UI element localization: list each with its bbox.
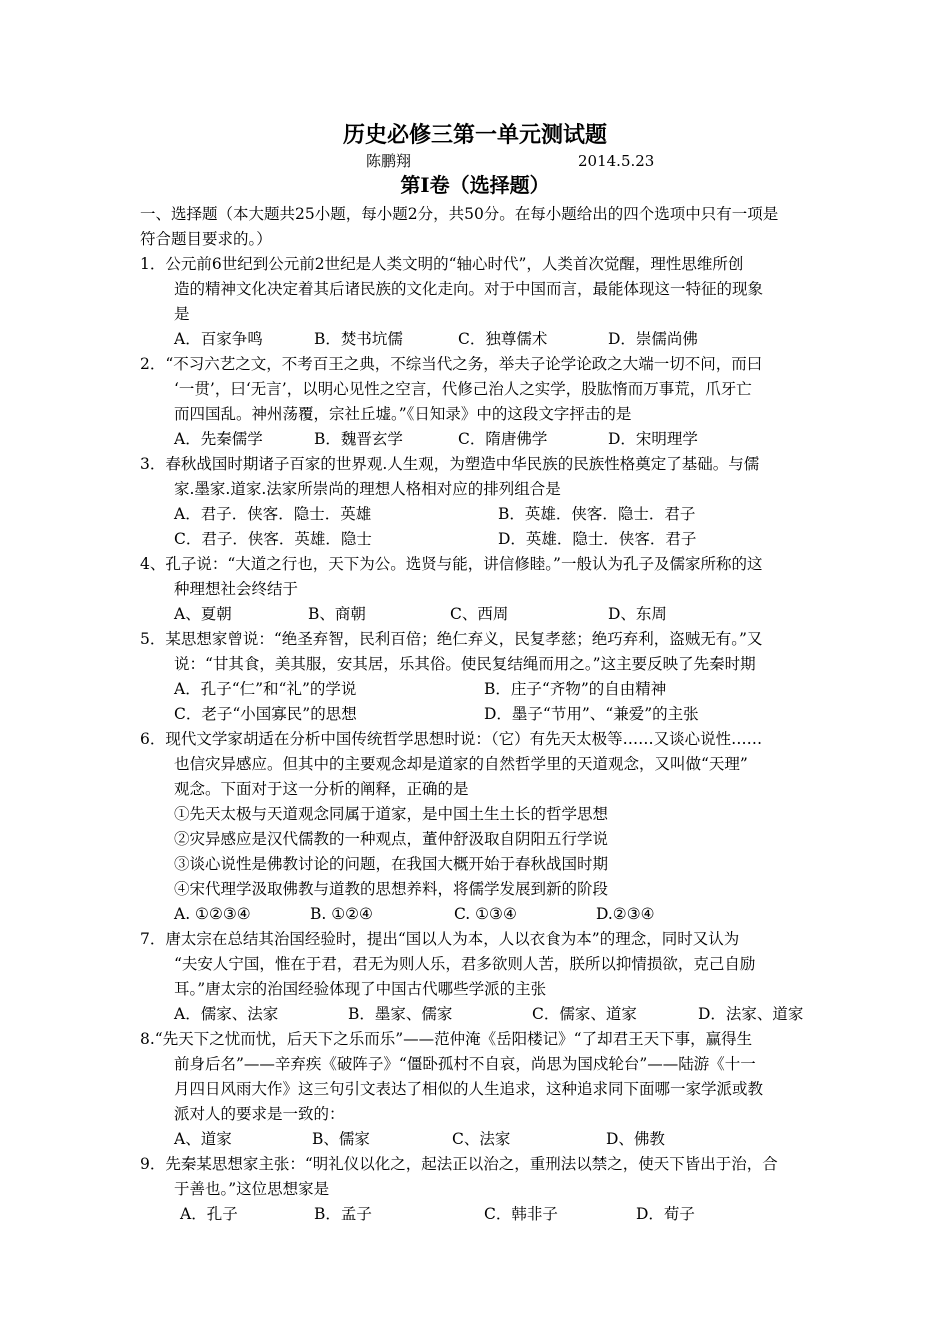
question-8-text: 派对人的要求是一致的： bbox=[174, 1105, 345, 1123]
question-7-text: 7．唐太宗在总结其治国经验时，提出“国以人为本，人以衣食为本”的理念，同时又认为 bbox=[140, 930, 740, 948]
question-1-option-a: A．百家争鸣 bbox=[174, 330, 263, 348]
question-1-option-b: B．焚书坑儒 bbox=[314, 330, 403, 348]
question-6-text: 观念。下面对于这一分析的阐释，正确的是 bbox=[174, 780, 469, 798]
question-8-text: 前身后名”——辛弃疾《破阵子》“僵卧孤村不自哀，尚思为国戍轮台”——陆游《十一 bbox=[174, 1055, 756, 1073]
question-4-option-b: B、商朝 bbox=[308, 605, 366, 623]
question-4-option-d: D、东周 bbox=[608, 605, 667, 623]
question-5-option-c: C．老子“小国寡民”的思想 bbox=[174, 705, 357, 723]
question-8-option-d: D、佛教 bbox=[606, 1130, 665, 1148]
question-7-option-a: A．儒家、法家 bbox=[174, 1005, 279, 1023]
exam-date: 2014.5.23 bbox=[578, 152, 655, 170]
question-2-option-a: A．先秦儒学 bbox=[174, 430, 263, 448]
question-5-option-a: A．孔子“仁”和“礼”的学说 bbox=[174, 680, 357, 698]
author-name: 陈鹏翔 bbox=[366, 152, 412, 170]
question-2-option-d: D．宋明理学 bbox=[608, 430, 698, 448]
question-4-text: 4、孔子说：“大道之行也，天下为公。选贤与能，讲信修睦。”一般认为孔子及儒家所称的这 bbox=[140, 555, 763, 573]
question-6-statement: ②灾异感应是汉代儒教的一种观点，董仲舒汲取自阴阳五行学说 bbox=[174, 830, 609, 848]
question-2-text: ‘一贯’，曰‘无言’，以明心见性之空言，代修己治人之实学，股肱惰而万事荒，爪牙亡 bbox=[174, 380, 752, 398]
question-3-text: 3．春秋战国时期诸子百家的世界观.人生观，为塑造中华民族的民族性格奠定了基础。与儒 bbox=[140, 455, 760, 473]
question-1-text: 是 bbox=[174, 305, 190, 323]
question-3-option-b: B．英雄．侠客．隐士．君子 bbox=[498, 505, 696, 523]
instructions-line: 符合题目要求的。） bbox=[140, 230, 272, 248]
question-9-text: 于善也。”这位思想家是 bbox=[174, 1180, 330, 1198]
question-3-option-c: C．君子．侠客．英雄．隐士 bbox=[174, 530, 372, 548]
question-6-text: 也信灾异感应。但其中的主要观念却是道家的自然哲学里的天道观念，又叫做“天理” bbox=[174, 755, 748, 773]
instructions-line: 一、选择题（本大题共25小题，每小题2分，共50分。在每小题给出的四个选项中只有一项是 bbox=[140, 205, 779, 223]
question-2-text: 2．“不习六艺之文，不考百王之典，不综当代之务，举夫子论学论政之大端一切不问，而曰 bbox=[140, 355, 763, 373]
question-9-option-d: D．荀子 bbox=[636, 1205, 695, 1223]
question-7-option-c: C．儒家、道家 bbox=[532, 1005, 637, 1023]
question-8-text: 8.“先天下之忧而忧，后天下之乐而乐”——范仲淹《岳阳楼记》“了却君王天下事，赢得生 bbox=[140, 1030, 753, 1048]
question-3-option-a: A．君子．侠客．隐士．英雄 bbox=[174, 505, 372, 523]
question-2-option-c: C．隋唐佛学 bbox=[458, 430, 548, 448]
question-8-option-c: C、法家 bbox=[452, 1130, 511, 1148]
question-3-option-d: D．英雄．隐士．侠客．君子 bbox=[498, 530, 697, 548]
question-3-text: 家.墨家.道家.法家所崇尚的理想人格相对应的排列组合是 bbox=[174, 480, 561, 498]
question-6-statement: ③谈心说性是佛教讨论的问题，在我国大概开始于春秋战国时期 bbox=[174, 855, 609, 873]
question-6-option-a: A. ①②③④ bbox=[174, 905, 251, 923]
question-6-option-c: C. ①③④ bbox=[454, 905, 517, 923]
question-5-text: 5．某思想家曾说：“绝圣弃智，民利百倍；绝仁弃义，民复孝慈；绝巧弃利，盗贼无有。”又 bbox=[140, 630, 763, 648]
question-5-option-d: D．墨子“节用”、“兼爱”的主张 bbox=[484, 705, 699, 723]
question-5-text: 说：“甘其食，美其服，安其居，乐其俗。使民复结绳而用之。”这主要反映了先秦时期 bbox=[174, 655, 756, 673]
question-2-option-b: B．魏晋玄学 bbox=[314, 430, 403, 448]
question-1-option-c: C．独尊儒术 bbox=[458, 330, 548, 348]
question-7-text: 耳。”唐太宗的治国经验体现了中国古代哪些学派的主张 bbox=[174, 980, 547, 998]
question-9-option-a: A．孔子 bbox=[180, 1205, 238, 1223]
section-heading: 第Ⅰ卷（选择题） bbox=[400, 173, 550, 197]
question-7-option-d: D．法家、道家 bbox=[698, 1005, 804, 1023]
question-6-statement: ①先天太极与天道观念同属于道家，是中国土生土长的哲学思想 bbox=[174, 805, 609, 823]
question-7-option-b: B．墨家、儒家 bbox=[348, 1005, 453, 1023]
question-8-option-a: A、道家 bbox=[174, 1130, 232, 1148]
question-6-option-d: D.②③④ bbox=[596, 905, 655, 923]
page-title: 历史必修三第一单元测试题 bbox=[342, 122, 607, 148]
question-6-statement: ④宋代理学汲取佛教与道教的思想养料，将儒学发展到新的阶段 bbox=[174, 880, 609, 898]
question-7-text: “夫安人宁国，惟在于君，君无为则人乐，君多欲则人苦，朕所以抑情损欲，克己自励 bbox=[174, 955, 756, 973]
question-4-text: 种理想社会终结于 bbox=[174, 580, 299, 598]
question-6-option-b: B. ①②④ bbox=[310, 905, 373, 923]
question-9-text: 9．先秦某思想家主张：“明礼仪以化之，起法正以治之，重刑法以禁之，使天下皆出于治，合 bbox=[140, 1155, 778, 1173]
question-2-text: 而四国乱。神州荡覆，宗社丘墟。”《日知录》中的这段文字抨击的是 bbox=[174, 405, 632, 423]
question-9-option-c: C．韩非子 bbox=[484, 1205, 558, 1223]
question-8-option-b: B、儒家 bbox=[312, 1130, 370, 1148]
question-6-text: 6．现代文学家胡适在分析中国传统哲学思想时说：（它）有先天太极等……又谈心说性…… bbox=[140, 730, 763, 748]
question-5-option-b: B．庄子“齐物”的自由精神 bbox=[484, 680, 667, 698]
question-9-option-b: B．孟子 bbox=[314, 1205, 372, 1223]
question-1-text: 1．公元前6世纪到公元前2世纪是人类文明的“轴心时代”，人类首次觉醒，理性思维所创 bbox=[140, 255, 744, 273]
question-4-option-c: C、西周 bbox=[450, 605, 509, 623]
question-1-option-d: D．崇儒尚佛 bbox=[608, 330, 698, 348]
question-1-text: 造的精神文化决定着其后诸民族的文化走向。对于中国而言，最能体现这一特征的现象 bbox=[174, 280, 764, 298]
question-8-text: 月四日风雨大作》这三句引文表达了相似的人生追求，这种追求同下面哪一家学派或教 bbox=[174, 1080, 764, 1098]
question-4-option-a: A、夏朝 bbox=[174, 605, 232, 623]
